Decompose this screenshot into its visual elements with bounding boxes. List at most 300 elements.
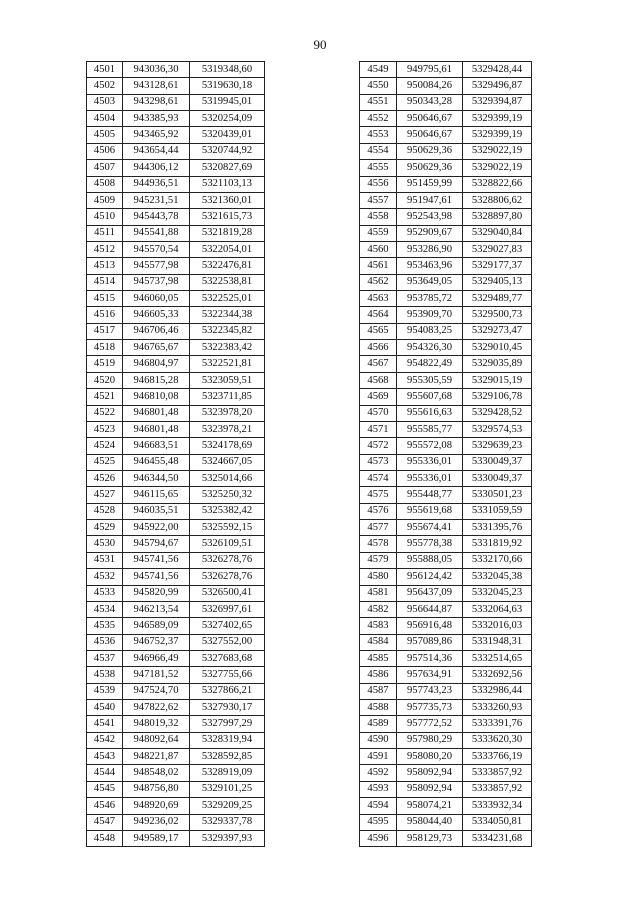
coordinate-y-cell: 5329022,19 <box>463 160 532 176</box>
table-row <box>360 683 532 699</box>
point-number-cell: 4501 <box>87 62 123 78</box>
coordinate-x-cell: 955888,05 <box>397 552 463 568</box>
coordinate-y-cell: 5322344,38 <box>190 307 265 323</box>
point-number-cell: 4565 <box>360 323 397 339</box>
point-number-cell: 4527 <box>87 487 123 503</box>
coordinate-x-cell: 944936,51 <box>123 176 190 192</box>
table-row <box>87 667 265 683</box>
coordinate-x-cell: 945741,56 <box>123 552 190 568</box>
table-row <box>360 618 532 634</box>
table-row <box>87 405 265 421</box>
point-number-cell: 4524 <box>87 438 123 454</box>
table-row <box>360 585 532 601</box>
coordinate-y-cell: 5320439,01 <box>190 127 265 143</box>
coordinate-y-cell: 5321819,28 <box>190 225 265 241</box>
coordinate-y-cell: 5332045,23 <box>463 585 532 601</box>
table-row <box>87 732 265 748</box>
coordinate-x-cell: 948756,80 <box>123 781 190 797</box>
point-number-cell: 4556 <box>360 176 397 192</box>
table-row <box>87 536 265 552</box>
table-row <box>87 503 265 519</box>
point-number-cell: 4528 <box>87 503 123 519</box>
coordinate-x-cell: 946035,51 <box>123 503 190 519</box>
coordinate-y-cell: 5329399,19 <box>463 111 532 127</box>
point-number-cell: 4578 <box>360 536 397 552</box>
point-number-cell: 4529 <box>87 520 123 536</box>
table-row <box>360 94 532 110</box>
coordinate-y-cell: 5322538,81 <box>190 274 265 290</box>
table-row <box>360 438 532 454</box>
table-row <box>87 307 265 323</box>
point-number-cell: 4560 <box>360 241 397 257</box>
point-number-cell: 4566 <box>360 340 397 356</box>
point-number-cell: 4583 <box>360 618 397 634</box>
coordinate-y-cell: 5333620,30 <box>463 732 532 748</box>
coordinate-y-cell: 5332045,38 <box>463 569 532 585</box>
coordinate-x-cell: 946115,65 <box>123 487 190 503</box>
table-row <box>360 454 532 470</box>
point-number-cell: 4590 <box>360 732 397 748</box>
coordinate-x-cell: 949589,17 <box>123 830 190 846</box>
table-row <box>360 667 532 683</box>
point-number-cell: 4534 <box>87 601 123 617</box>
coordinate-y-cell: 5322521,81 <box>190 356 265 372</box>
coordinates-table-right <box>359 61 532 847</box>
coordinate-x-cell: 943654,44 <box>123 143 190 159</box>
coordinate-y-cell: 5322345,82 <box>190 323 265 339</box>
coordinate-x-cell: 947822,62 <box>123 700 190 716</box>
coordinate-y-cell: 5326278,76 <box>190 552 265 568</box>
coordinate-y-cell: 5322054,01 <box>190 241 265 257</box>
coordinate-y-cell: 5331948,31 <box>463 634 532 650</box>
point-number-cell: 4536 <box>87 634 123 650</box>
point-number-cell: 4502 <box>87 78 123 94</box>
coordinate-y-cell: 5332692,56 <box>463 667 532 683</box>
coordinate-x-cell: 945820,99 <box>123 585 190 601</box>
coordinate-x-cell: 957743,23 <box>397 683 463 699</box>
coordinate-x-cell: 955336,01 <box>397 470 463 486</box>
table-row <box>360 340 532 356</box>
point-number-cell: 4569 <box>360 389 397 405</box>
coordinate-x-cell: 950084,26 <box>397 78 463 94</box>
table-row <box>87 225 265 241</box>
point-number-cell: 4505 <box>87 127 123 143</box>
coordinate-x-cell: 955674,41 <box>397 520 463 536</box>
coordinate-x-cell: 953649,05 <box>397 274 463 290</box>
table-row <box>360 814 532 830</box>
table-row <box>87 618 265 634</box>
point-number-cell: 4579 <box>360 552 397 568</box>
coordinate-y-cell: 5323059,51 <box>190 372 265 388</box>
point-number-cell: 4547 <box>87 814 123 830</box>
point-number-cell: 4515 <box>87 291 123 307</box>
coordinate-y-cell: 5332170,66 <box>463 552 532 568</box>
coordinate-x-cell: 946589,09 <box>123 618 190 634</box>
coordinate-x-cell: 957514,36 <box>397 650 463 666</box>
coordinate-x-cell: 948019,32 <box>123 716 190 732</box>
table-row <box>360 830 532 846</box>
table-row <box>360 307 532 323</box>
point-number-cell: 4557 <box>360 192 397 208</box>
coordinate-y-cell: 5329337,78 <box>190 814 265 830</box>
coordinate-x-cell: 953909,70 <box>397 307 463 323</box>
coordinate-y-cell: 5320254,09 <box>190 111 265 127</box>
point-number-cell: 4504 <box>87 111 123 127</box>
point-number-cell: 4585 <box>360 650 397 666</box>
coordinates-table-left <box>86 61 265 847</box>
coordinate-x-cell: 956644,87 <box>397 601 463 617</box>
point-number-cell: 4574 <box>360 470 397 486</box>
coordinate-y-cell: 5329035,89 <box>463 356 532 372</box>
coordinate-y-cell: 5322476,81 <box>190 258 265 274</box>
coordinate-x-cell: 947524,70 <box>123 683 190 699</box>
point-number-cell: 4545 <box>87 781 123 797</box>
coordinate-y-cell: 5333857,92 <box>463 765 532 781</box>
coordinate-y-cell: 5334231,68 <box>463 830 532 846</box>
coordinate-x-cell: 951947,61 <box>397 192 463 208</box>
table-row <box>360 356 532 372</box>
point-number-cell: 4541 <box>87 716 123 732</box>
point-number-cell: 4572 <box>360 438 397 454</box>
point-number-cell: 4521 <box>87 389 123 405</box>
table-row <box>360 569 532 585</box>
point-number-cell: 4546 <box>87 798 123 814</box>
point-number-cell: 4593 <box>360 781 397 797</box>
coordinate-x-cell: 946344,50 <box>123 470 190 486</box>
coordinate-x-cell: 943036,30 <box>123 62 190 78</box>
coordinate-x-cell: 945231,51 <box>123 192 190 208</box>
point-number-cell: 4573 <box>360 454 397 470</box>
table-row <box>87 700 265 716</box>
coordinate-x-cell: 945741,56 <box>123 569 190 585</box>
table-row <box>87 192 265 208</box>
coordinate-x-cell: 944306,12 <box>123 160 190 176</box>
table-row <box>360 111 532 127</box>
coordinate-x-cell: 956916,48 <box>397 618 463 634</box>
coordinate-x-cell: 946966,49 <box>123 650 190 666</box>
coordinate-y-cell: 5329397,93 <box>190 830 265 846</box>
point-number-cell: 4577 <box>360 520 397 536</box>
table-row <box>360 127 532 143</box>
coordinate-y-cell: 5329489,77 <box>463 291 532 307</box>
table-row <box>87 683 265 699</box>
coordinate-x-cell: 955607,68 <box>397 389 463 405</box>
coordinate-x-cell: 954083,25 <box>397 323 463 339</box>
coordinate-y-cell: 5325250,32 <box>190 487 265 503</box>
point-number-cell: 4592 <box>360 765 397 781</box>
table-row <box>360 749 532 765</box>
coordinate-x-cell: 943385,93 <box>123 111 190 127</box>
point-number-cell: 4581 <box>360 585 397 601</box>
coordinate-y-cell: 5329040,84 <box>463 225 532 241</box>
table-row <box>87 438 265 454</box>
point-number-cell: 4530 <box>87 536 123 552</box>
coordinate-y-cell: 5332016,03 <box>463 618 532 634</box>
coordinate-y-cell: 5321615,73 <box>190 209 265 225</box>
table-row <box>87 160 265 176</box>
point-number-cell: 4533 <box>87 585 123 601</box>
coordinate-y-cell: 5319630,18 <box>190 78 265 94</box>
coordinate-x-cell: 946213,54 <box>123 601 190 617</box>
coordinate-x-cell: 950646,67 <box>397 127 463 143</box>
coordinate-y-cell: 5334050,81 <box>463 814 532 830</box>
coordinate-y-cell: 5330049,37 <box>463 454 532 470</box>
table-row <box>360 716 532 732</box>
coordinate-y-cell: 5327552,00 <box>190 634 265 650</box>
coordinate-y-cell: 5325382,42 <box>190 503 265 519</box>
coordinate-y-cell: 5329106,78 <box>463 389 532 405</box>
coordinate-x-cell: 946683,51 <box>123 438 190 454</box>
coordinate-x-cell: 958129,73 <box>397 830 463 846</box>
coordinate-x-cell: 955778,38 <box>397 536 463 552</box>
table-row <box>360 291 532 307</box>
coordinate-y-cell: 5329209,25 <box>190 798 265 814</box>
coordinate-x-cell: 945577,98 <box>123 258 190 274</box>
coordinate-x-cell: 955616,63 <box>397 405 463 421</box>
table-row <box>360 241 532 257</box>
point-number-cell: 4519 <box>87 356 123 372</box>
table-row <box>87 487 265 503</box>
coordinate-y-cell: 5328319,94 <box>190 732 265 748</box>
coordinate-x-cell: 946801,48 <box>123 421 190 437</box>
point-number-cell: 4594 <box>360 798 397 814</box>
coordinate-y-cell: 5327997,29 <box>190 716 265 732</box>
coordinate-x-cell: 946801,48 <box>123 405 190 421</box>
point-number-cell: 4511 <box>87 225 123 241</box>
coordinate-y-cell: 5320827,69 <box>190 160 265 176</box>
table-row <box>87 585 265 601</box>
point-number-cell: 4564 <box>360 307 397 323</box>
point-number-cell: 4518 <box>87 340 123 356</box>
table-row <box>87 421 265 437</box>
coordinate-y-cell: 5330049,37 <box>463 470 532 486</box>
coordinate-y-cell: 5328592,85 <box>190 749 265 765</box>
point-number-cell: 4570 <box>360 405 397 421</box>
point-number-cell: 4558 <box>360 209 397 225</box>
table-row <box>87 634 265 650</box>
coordinate-x-cell: 957980,29 <box>397 732 463 748</box>
coordinate-x-cell: 946804,97 <box>123 356 190 372</box>
coordinate-x-cell: 955336,01 <box>397 454 463 470</box>
table-row <box>360 160 532 176</box>
coordinate-x-cell: 949236,02 <box>123 814 190 830</box>
point-number-cell: 4595 <box>360 814 397 830</box>
coordinate-x-cell: 952909,67 <box>397 225 463 241</box>
point-number-cell: 4516 <box>87 307 123 323</box>
coordinate-x-cell: 951459,99 <box>397 176 463 192</box>
coordinate-y-cell: 5327755,66 <box>190 667 265 683</box>
coordinate-y-cell: 5328919,09 <box>190 765 265 781</box>
coordinate-y-cell: 5329399,19 <box>463 127 532 143</box>
coordinate-y-cell: 5329394,87 <box>463 94 532 110</box>
coordinate-x-cell: 956437,09 <box>397 585 463 601</box>
coordinate-x-cell: 945570,54 <box>123 241 190 257</box>
point-number-cell: 4508 <box>87 176 123 192</box>
table-row <box>87 389 265 405</box>
coordinate-x-cell: 953785,72 <box>397 291 463 307</box>
coordinate-y-cell: 5332514,65 <box>463 650 532 666</box>
point-number-cell: 4537 <box>87 650 123 666</box>
coordinate-y-cell: 5320744,92 <box>190 143 265 159</box>
coordinate-x-cell: 958092,94 <box>397 765 463 781</box>
coordinate-y-cell: 5333260,93 <box>463 700 532 716</box>
coordinate-y-cell: 5328897,80 <box>463 209 532 225</box>
point-number-cell: 4514 <box>87 274 123 290</box>
coordinate-y-cell: 5326997,61 <box>190 601 265 617</box>
coordinate-y-cell: 5321360,01 <box>190 192 265 208</box>
point-number-cell: 4538 <box>87 667 123 683</box>
coordinate-x-cell: 943128,61 <box>123 78 190 94</box>
coordinate-y-cell: 5322383,42 <box>190 340 265 356</box>
coordinate-x-cell: 955619,68 <box>397 503 463 519</box>
table-row <box>360 732 532 748</box>
table-row <box>360 372 532 388</box>
point-number-cell: 4506 <box>87 143 123 159</box>
point-number-cell: 4550 <box>360 78 397 94</box>
point-number-cell: 4580 <box>360 569 397 585</box>
table-row <box>87 291 265 307</box>
point-number-cell: 4567 <box>360 356 397 372</box>
table-row <box>360 798 532 814</box>
coordinate-y-cell: 5330501,23 <box>463 487 532 503</box>
point-number-cell: 4517 <box>87 323 123 339</box>
table-row <box>87 830 265 846</box>
point-number-cell: 4509 <box>87 192 123 208</box>
coordinate-y-cell: 5327402,65 <box>190 618 265 634</box>
point-number-cell: 4535 <box>87 618 123 634</box>
table-row <box>87 749 265 765</box>
coordinate-x-cell: 946765,67 <box>123 340 190 356</box>
coordinate-x-cell: 946752,37 <box>123 634 190 650</box>
point-number-cell: 4584 <box>360 634 397 650</box>
table-row <box>87 601 265 617</box>
coordinate-y-cell: 5327866,21 <box>190 683 265 699</box>
table-row <box>87 356 265 372</box>
coordinate-x-cell: 955572,08 <box>397 438 463 454</box>
point-number-cell: 4548 <box>87 830 123 846</box>
coordinate-x-cell: 957089,86 <box>397 634 463 650</box>
coordinate-x-cell: 953286,90 <box>397 241 463 257</box>
coordinate-y-cell: 5333932,34 <box>463 798 532 814</box>
coordinate-x-cell: 948092,64 <box>123 732 190 748</box>
coordinate-y-cell: 5329027,83 <box>463 241 532 257</box>
coordinate-y-cell: 5319945,01 <box>190 94 265 110</box>
point-number-cell: 4526 <box>87 470 123 486</box>
point-number-cell: 4563 <box>360 291 397 307</box>
point-number-cell: 4576 <box>360 503 397 519</box>
coordinate-y-cell: 5329428,52 <box>463 405 532 421</box>
coordinate-x-cell: 958074,21 <box>397 798 463 814</box>
coordinate-x-cell: 945922,00 <box>123 520 190 536</box>
coordinate-y-cell: 5332986,44 <box>463 683 532 699</box>
table-row <box>87 323 265 339</box>
point-number-cell: 4544 <box>87 765 123 781</box>
coordinate-x-cell: 953463,96 <box>397 258 463 274</box>
table-row <box>360 421 532 437</box>
coordinate-y-cell: 5329010,45 <box>463 340 532 356</box>
table-row <box>360 634 532 650</box>
point-number-cell: 4586 <box>360 667 397 683</box>
table-row <box>87 798 265 814</box>
point-number-cell: 4512 <box>87 241 123 257</box>
point-number-cell: 4561 <box>360 258 397 274</box>
table-row <box>87 781 265 797</box>
table-row <box>360 503 532 519</box>
coordinate-x-cell: 945443,78 <box>123 209 190 225</box>
coordinate-x-cell: 943298,61 <box>123 94 190 110</box>
table-row <box>87 209 265 225</box>
coordinate-y-cell: 5331059,59 <box>463 503 532 519</box>
coordinate-x-cell: 946810,08 <box>123 389 190 405</box>
table-row <box>87 552 265 568</box>
coordinate-y-cell: 5327930,17 <box>190 700 265 716</box>
coordinate-y-cell: 5319348,60 <box>190 62 265 78</box>
table-row <box>87 62 265 78</box>
point-number-cell: 4551 <box>360 94 397 110</box>
coordinate-x-cell: 955448,77 <box>397 487 463 503</box>
table-row <box>87 569 265 585</box>
coordinate-x-cell: 948920,69 <box>123 798 190 814</box>
point-number-cell: 4510 <box>87 209 123 225</box>
coordinate-y-cell: 5326109,51 <box>190 536 265 552</box>
table-row <box>87 111 265 127</box>
coordinate-y-cell: 5329177,37 <box>463 258 532 274</box>
table-row <box>87 127 265 143</box>
coordinate-y-cell: 5331819,92 <box>463 536 532 552</box>
coordinate-x-cell: 950343,28 <box>397 94 463 110</box>
coordinate-y-cell: 5327683,68 <box>190 650 265 666</box>
coordinate-x-cell: 946815,28 <box>123 372 190 388</box>
coordinate-y-cell: 5324178,69 <box>190 438 265 454</box>
coordinate-x-cell: 955585,77 <box>397 421 463 437</box>
point-number-cell: 4591 <box>360 749 397 765</box>
coordinate-x-cell: 950629,36 <box>397 143 463 159</box>
table-row <box>360 405 532 421</box>
coordinate-x-cell: 948221,87 <box>123 749 190 765</box>
table-row <box>87 520 265 536</box>
table-row <box>87 470 265 486</box>
coordinate-x-cell: 946605,33 <box>123 307 190 323</box>
coordinate-x-cell: 945737,98 <box>123 274 190 290</box>
table-row <box>360 781 532 797</box>
coordinate-y-cell: 5328806,62 <box>463 192 532 208</box>
point-number-cell: 4520 <box>87 372 123 388</box>
coordinate-x-cell: 946706,46 <box>123 323 190 339</box>
table-row <box>360 258 532 274</box>
coordinate-x-cell: 958080,20 <box>397 749 463 765</box>
coordinate-y-cell: 5329639,23 <box>463 438 532 454</box>
coordinate-y-cell: 5329496,87 <box>463 78 532 94</box>
coordinate-x-cell: 952543,98 <box>397 209 463 225</box>
table-row <box>360 225 532 241</box>
coordinate-x-cell: 946455,48 <box>123 454 190 470</box>
coordinate-y-cell: 5326500,41 <box>190 585 265 601</box>
point-number-cell: 4554 <box>360 143 397 159</box>
point-number-cell: 4587 <box>360 683 397 699</box>
table-row <box>87 372 265 388</box>
table-row <box>87 765 265 781</box>
table-row <box>360 552 532 568</box>
table-row <box>87 143 265 159</box>
table-row <box>87 454 265 470</box>
table-row <box>87 94 265 110</box>
coordinate-x-cell: 954822,49 <box>397 356 463 372</box>
coordinate-y-cell: 5332064,63 <box>463 601 532 617</box>
table-row <box>360 323 532 339</box>
coordinate-x-cell: 956124,42 <box>397 569 463 585</box>
point-number-cell: 4562 <box>360 274 397 290</box>
coordinate-x-cell: 955305,59 <box>397 372 463 388</box>
